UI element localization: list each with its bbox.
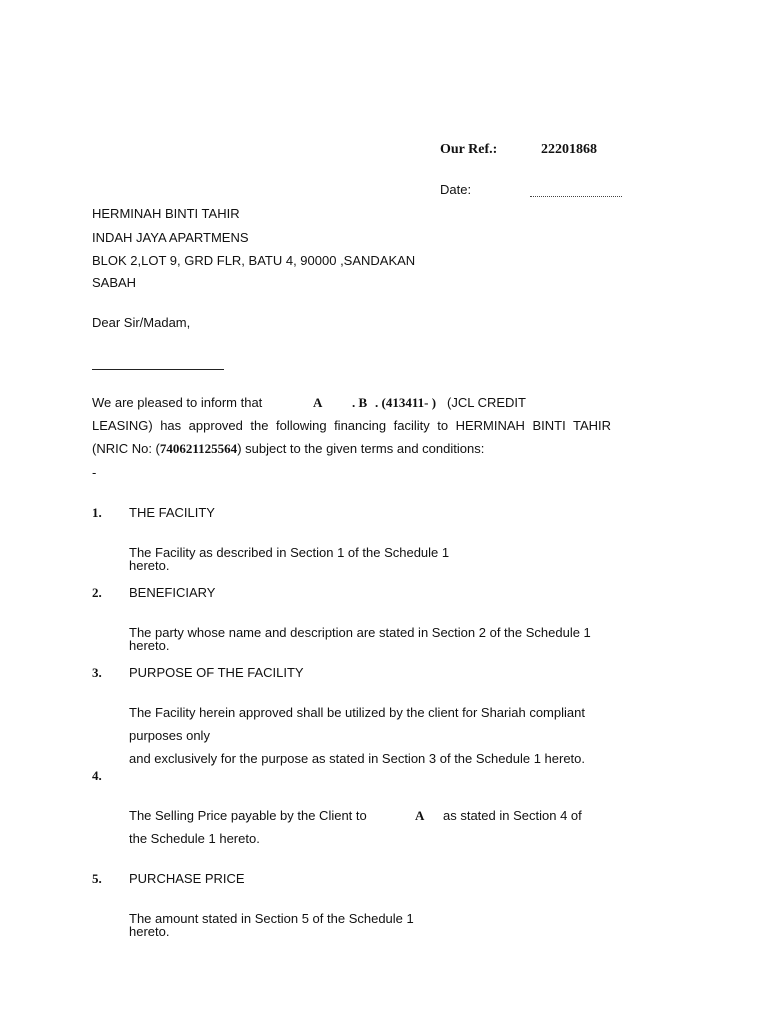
date-dotted-line — [530, 196, 622, 197]
section-2-title: BENEFICIARY — [129, 585, 216, 600]
section-1-text: The Facility as described in Section 1 of the Schedule 1 hereto. — [129, 545, 450, 573]
addressee-name: HERMINAH BINTI TAHIR — [92, 206, 240, 221]
nric-suffix: ) subject to the given terms and conditions: — [237, 441, 485, 456]
intro-dash: - — [92, 465, 97, 480]
section-4-text-2: as stated in Section 4 of — [443, 808, 582, 823]
intro-line-2: LEASING) has approved the following financing facility to HERMINAH BINTI TAHIR — [92, 418, 611, 433]
section-2-text: The party whose name and description are stated in Section 2 of the Schedule 1 hereto. — [129, 625, 591, 653]
date-label: Date: — [440, 182, 472, 197]
section-4-line-2: the Schedule 1 hereto. — [129, 831, 260, 846]
addressee-line2: BLOK 2,LOT 9, GRD FLR, BATU 4, 90000 ,SANDAKAN — [92, 253, 416, 268]
section-1-title: THE FACILITY — [129, 505, 215, 520]
section-4-company-a: A — [415, 808, 425, 823]
section-3-number: 3. — [92, 665, 102, 680]
section-5-text: The amount stated in Section 5 of the Schedule 1 hereto. — [129, 911, 414, 939]
intro-company-b: . B — [352, 395, 368, 410]
section-5-title: PURCHASE PRICE — [129, 871, 245, 886]
ref-label: Our Ref.: — [440, 142, 498, 157]
addressee-line1: INDAH JAYA APARTMENS — [92, 230, 249, 245]
addressee-line3: SABAH — [92, 275, 137, 290]
subject-underline — [92, 369, 224, 370]
section-2-number: 2. — [92, 585, 102, 600]
section-4-text-1: The Selling Price payable by the Client to — [129, 808, 367, 823]
section-3-title: PURPOSE OF THE FACILITY — [129, 665, 304, 680]
section-5-number: 5. — [92, 871, 102, 886]
intro-text-1: We are pleased to inform that — [92, 395, 263, 410]
section-1-number: 1. — [92, 505, 102, 520]
section-3-line-1: The Facility herein approved shall be utilized by the client for Shariah compliant — [129, 705, 585, 720]
nric-prefix: (NRIC No: ( — [92, 441, 160, 456]
ref-value: 22201868 — [541, 142, 597, 157]
intro-company-reg: . (413411- ) — [375, 395, 437, 410]
nric-number: 740621125564 — [159, 441, 238, 456]
intro-company-a: A — [313, 395, 323, 410]
section-4-number: 4. — [92, 768, 102, 783]
intro-nric-line — [92, 441, 484, 457]
intro-text-2: (JCL CREDIT — [447, 395, 526, 410]
section-3-line-3: and exclusively for the purpose as stated in Section 3 of the Schedule 1 hereto. — [129, 751, 586, 766]
section-3-line-2: purposes only — [129, 728, 210, 743]
salutation: Dear Sir/Madam, — [92, 315, 191, 330]
